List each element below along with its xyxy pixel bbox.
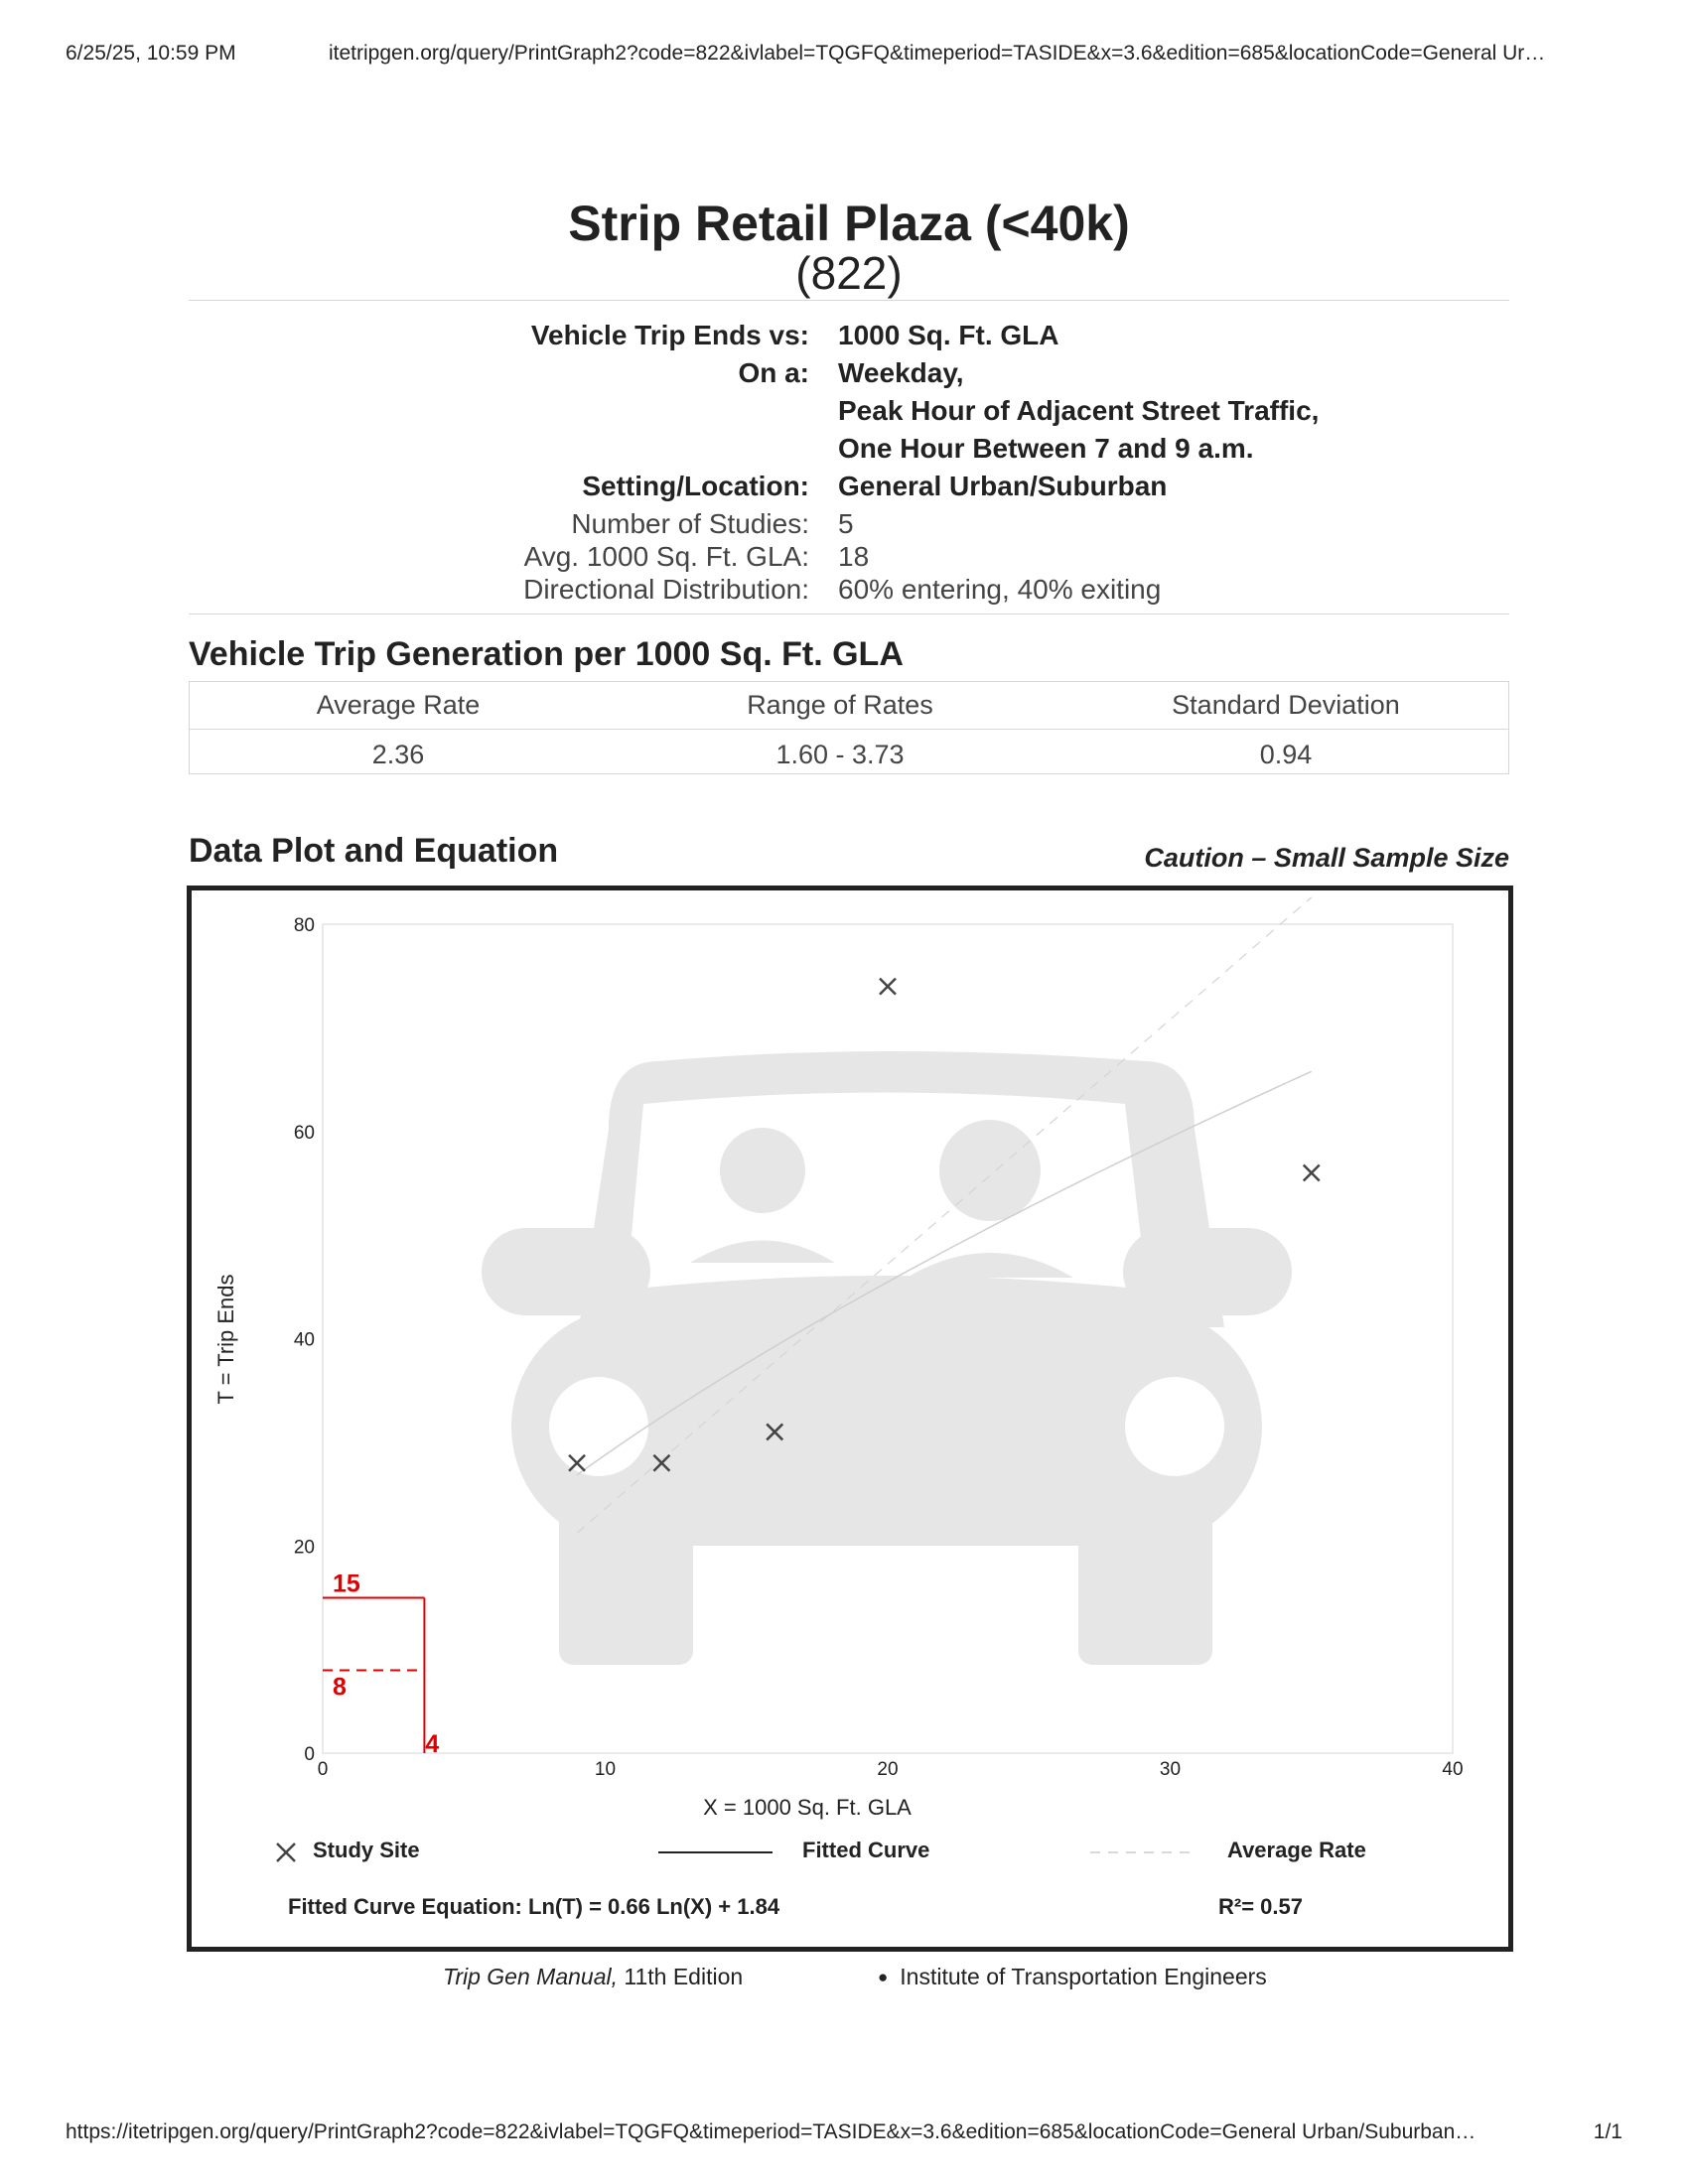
info-value: One Hour Between 7 and 9 a.m. (838, 433, 1254, 464)
x-tick-label: 0 (317, 1759, 329, 1780)
organization-name: Institute of Transportation Engineers (900, 1964, 1267, 1989)
caution-note: Caution – Small Sample Size (1144, 843, 1509, 873)
car-mirror-left (482, 1228, 650, 1315)
print-datetime: 6/25/25, 10:59 PM (66, 42, 236, 65)
y-tick-label: 60 (293, 1122, 315, 1144)
page-number: 1/1 (1593, 2120, 1622, 2143)
print-url: itetripgen.org/query/PrintGraph2?code=822&ivlabel=TQGFQ&timeperiod=TASIDE&x=3.6&edition=685&locationCode=General Ur… (329, 42, 1546, 65)
print-header (66, 42, 1622, 71)
average-trip-label: 8 (333, 1673, 347, 1702)
manual-edition: 11th Edition (617, 1964, 744, 1989)
info-row-avg (189, 541, 1509, 577)
x-tick-label: 10 (594, 1759, 617, 1780)
fitted-curve-equation: Fitted Curve Equation: Ln(T) = 0.66 Ln(X) + 1.84 (288, 1894, 780, 1919)
info-label: Number of Studies: (571, 508, 809, 539)
chart-frame (187, 886, 1513, 1952)
info-row-studies (189, 508, 1509, 544)
value-range-of-rates: 1.60 - 3.73 (775, 740, 905, 769)
info-label: Setting/Location: (582, 471, 809, 501)
header-range-of-rates: Range of Rates (747, 690, 933, 720)
source-organization (878, 1964, 1267, 1990)
value-standard-deviation: 0.94 (1259, 740, 1313, 769)
info-row-directional (189, 574, 1509, 610)
title-divider (189, 300, 1509, 301)
bullet-icon: ● (878, 1968, 889, 1986)
legend-fitted-curve: Fitted Curve (802, 1838, 930, 1862)
scatter-chart (192, 890, 1508, 1947)
info-row-on-2 (189, 395, 1509, 431)
info-value: 18 (838, 541, 870, 572)
info-label: Vehicle Trip Ends vs: (530, 320, 809, 350)
y-tick-label: 40 (293, 1329, 315, 1351)
y-tick-label: 80 (293, 915, 315, 936)
rate-table (189, 681, 1509, 774)
info-value: Peak Hour of Adjacent Street Traffic, (838, 395, 1320, 426)
info-value: 1000 Sq. Ft. GLA (838, 320, 1059, 350)
land-use-code: (822) (795, 247, 903, 299)
info-row-on-3 (189, 433, 1509, 469)
legend-study-site-marker (277, 1843, 295, 1861)
info-row-on (189, 357, 1509, 393)
study-site-point (1304, 1165, 1320, 1181)
car-mirror-right (1123, 1228, 1292, 1315)
study-site-point (880, 979, 896, 995)
info-label: On a: (738, 357, 809, 388)
print-footer-url: https://itetripgen.org/query/PrintGraph2?code=822&ivlabel=TQGFQ&timeperiod=TASIDE&x=3.6&edition=685&locationCode=General Urban/Suburban… (66, 2120, 1477, 2143)
value-average-rate: 2.36 (371, 740, 425, 769)
car-wheel-right (1078, 1486, 1212, 1665)
header-standard-deviation: Standard Deviation (1172, 690, 1400, 720)
source-manual (443, 1964, 743, 1990)
car-headlight-left (549, 1377, 648, 1476)
info-row-independent (189, 320, 1509, 355)
x-tick-label: 40 (1442, 1759, 1464, 1780)
info-label: Directional Distribution: (523, 574, 809, 605)
legend-study-site: Study Site (313, 1838, 420, 1862)
x-axis-title: X = 1000 Sq. Ft. GLA (703, 1795, 912, 1820)
y-axis-title: T = Trip Ends (213, 1274, 238, 1405)
x-tick-label: 20 (877, 1759, 899, 1780)
legend-average-rate: Average Rate (1227, 1838, 1366, 1862)
car-icon (482, 1051, 1292, 1665)
passenger-head-left (720, 1128, 805, 1213)
info-value: 60% entering, 40% exiting (838, 574, 1162, 605)
car-headlight-right (1125, 1377, 1224, 1476)
rate-section-title: Vehicle Trip Generation per 1000 Sq. Ft. GLA (189, 635, 904, 673)
fitted-trip-label: 15 (333, 1570, 360, 1598)
info-row-setting (189, 471, 1509, 506)
car-wheel-left (559, 1486, 693, 1665)
r-squared: R²= 0.57 (1218, 1894, 1303, 1919)
y-tick-label: 20 (293, 1537, 315, 1559)
print-footer (66, 2120, 1622, 2150)
input-highlight (323, 1570, 439, 1758)
page-title: Strip Retail Plaza (<40k) (568, 196, 1130, 251)
input-x-label: 4 (425, 1730, 440, 1758)
header-average-rate: Average Rate (316, 690, 481, 720)
manual-title: Trip Gen Manual, (443, 1964, 618, 1989)
x-tick-label: 30 (1159, 1759, 1182, 1780)
info-value: Weekday, (838, 357, 964, 388)
plot-section-title: Data Plot and Equation (189, 832, 559, 870)
passenger-head-right (939, 1120, 1041, 1221)
info-value: 5 (838, 508, 854, 539)
y-tick-label: 0 (304, 1744, 315, 1765)
table-divider (190, 729, 1508, 730)
info-label: Avg. 1000 Sq. Ft. GLA: (523, 541, 809, 572)
info-value: General Urban/Suburban (838, 471, 1168, 501)
